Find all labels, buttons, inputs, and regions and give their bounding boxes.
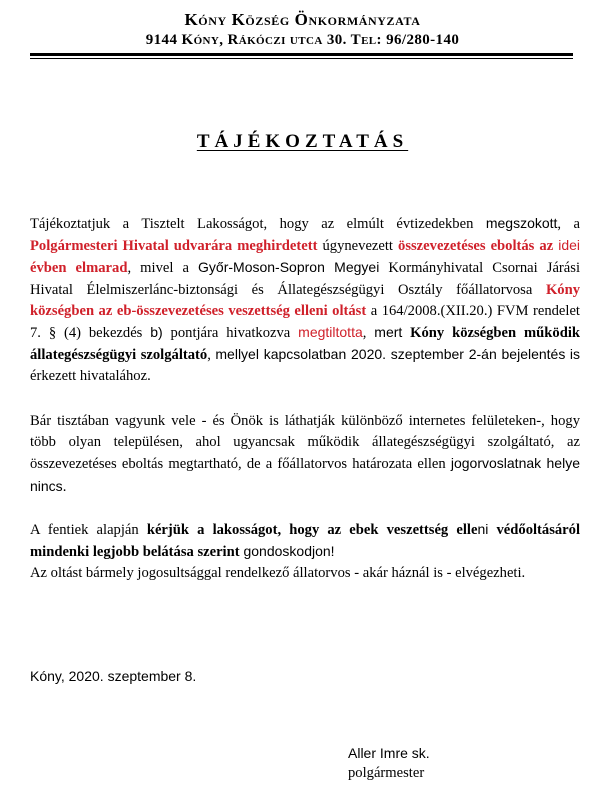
p1-text-17: is	[569, 346, 581, 363]
p1-text-2: megszokott	[485, 215, 558, 231]
p1-text-5: , mivel a	[127, 260, 199, 277]
p1-text-10: pontjára hivatkozva	[162, 325, 299, 342]
p3-bold-1: kérjük a lakosságot, hogy az ebek veszettség elle	[146, 522, 478, 538]
p3-text-2: ni	[477, 521, 489, 537]
p1-red-5: Kóny községben az eb-összevezetéses veszettség elleni oltást	[30, 281, 580, 319]
p1-red-3: idei	[558, 237, 581, 254]
p1-text-4: úgynevezett	[317, 238, 399, 255]
p2-text-3: .	[62, 478, 67, 495]
p1-bold-1: Kóny községben működik állategészségügyi szolgáltató	[30, 325, 580, 364]
p1-text-15: mellyel kapcsolatban 2020. szeptember 2-án bejelentés	[215, 346, 566, 363]
header-rule-thin	[30, 58, 573, 59]
p1-red-2: összevezetéses eboltás az	[398, 238, 559, 255]
p1-red-1: Polgármesteri Hivatal udvarára meghirdetett	[30, 238, 318, 255]
paragraph-3	[30, 519, 580, 585]
p1-text-1: Tájékoztatjuk a Tisztelt Lakosságot, hogy az elmúlt évtizedekben	[30, 216, 486, 232]
p1-text-11: ,	[362, 325, 375, 342]
p1-text-18: érkezett hivatalához.	[30, 368, 151, 385]
p1-text-13	[402, 325, 410, 341]
header-address: 9144 Kóny, Rákóczi utca 30. Tel: 96/280-140	[145, 32, 460, 48]
paragraph-1	[30, 213, 580, 388]
p1-text-8: a 164/2008.(XII.20.) FVM rendelet 7. § (4) bekezdés	[30, 302, 580, 342]
paragraph-2	[30, 411, 580, 498]
signature-name: Aller Imre sk.	[348, 745, 430, 761]
p3-bold-2: védőoltásáról mindenki legjobb belátása szerint	[30, 522, 581, 561]
p2-text-2: jogorvoslatnak helye nincs	[30, 455, 580, 494]
p2-text-1: Bár tisztában vagyunk vele - és Önök is láthatják különböző internetes felületeken-, hogy több olyan településen, ahol ugyancsak működik állategészségügyi szolgáltató, az összevezetéses eboltás megtartható, de a főállatorvos határozata ellen	[30, 413, 580, 473]
p1-red-4: évben elmarad	[30, 260, 128, 277]
p1-text-12: mert	[374, 324, 403, 341]
p3-text-3: gondoskodjon!	[239, 543, 335, 560]
header-organization: Kóny Község Önkormányzata	[184, 10, 421, 29]
p3-request	[30, 519, 580, 563]
p1-text-3: , a	[557, 216, 580, 232]
p3-note: Az oltást bármely jogosultsággal rendelkező állatorvos - akár háznál is - elvégezheti.	[30, 565, 526, 582]
header-rule-thick	[30, 53, 573, 56]
p1-text-14: ,	[207, 347, 216, 364]
p1-text-9: b)	[150, 324, 163, 341]
p1-red-6: megtiltotta	[298, 324, 363, 341]
document-title: TÁJÉKOZTATÁS	[196, 131, 409, 152]
p1-text-7: Kormányhivatal Csornai Járási Hivatal Élelmiszerlánc-biztonsági és Állategészségügyi Osztály főállatorvosa	[30, 260, 580, 298]
p3-text-1: A fentiek alapján	[30, 522, 147, 538]
signature-title: polgármester	[348, 765, 425, 781]
document-date: Kóny, 2020. szeptember 8.	[30, 668, 197, 684]
p1-text-6: Győr-Moson-Sopron Megyei	[198, 259, 380, 276]
